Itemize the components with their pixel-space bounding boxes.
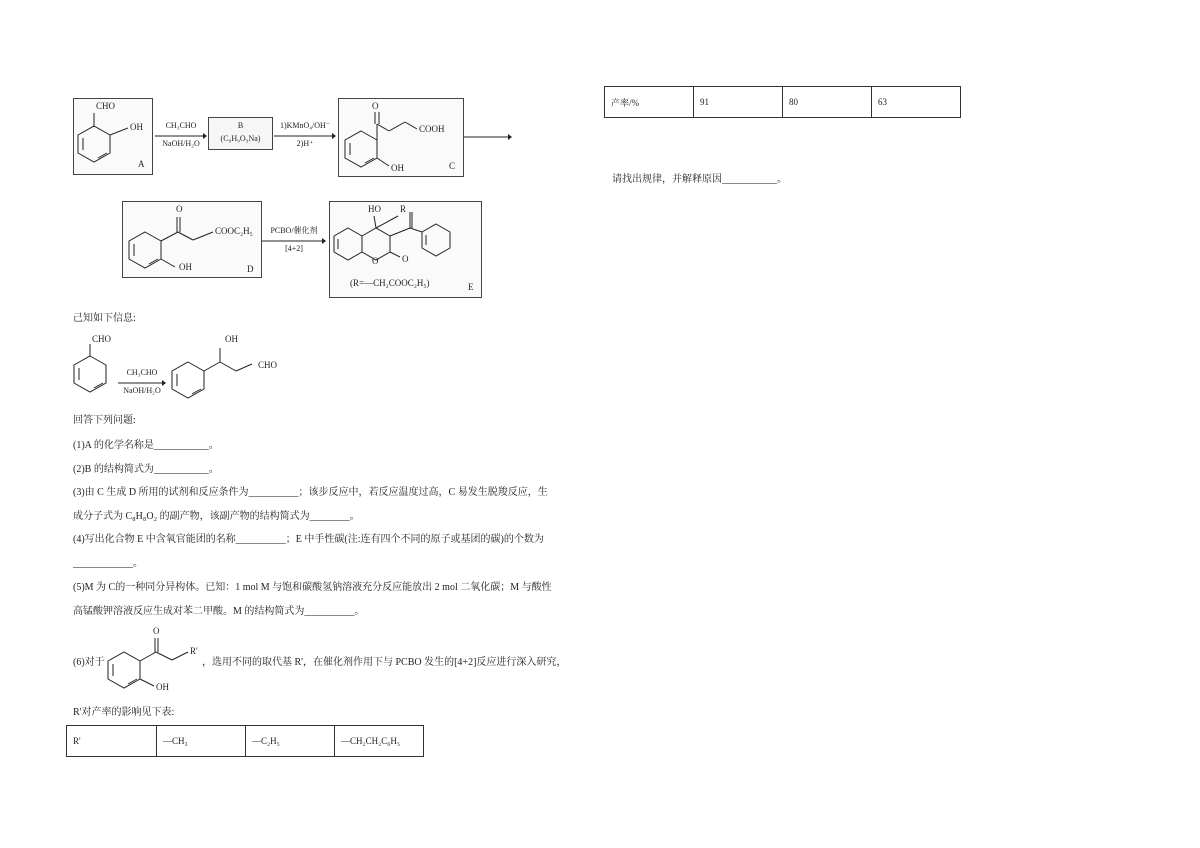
question-2: (2)B 的结构简式为___________。 <box>73 464 219 475</box>
compound-e-box <box>329 201 482 298</box>
question-5-line2: 高锰酸钾溶液反应生成对苯二甲酸。M 的结构简式为__________。 <box>73 606 365 617</box>
questions-intro: 回答下列问题: <box>73 415 136 426</box>
d-oh-label: OH <box>179 262 192 272</box>
step3-top: PCBO/催化剂 <box>270 226 318 235</box>
question-5-line1: (5)M 为 C的一种同分异构体。已知：1 mol M 与饱和碳酸氢钠溶液充分反应能放出 2 mol 二氧化碳；M 与酸性 <box>73 582 552 593</box>
question-6-structure <box>106 626 202 694</box>
compound-b-box <box>208 117 273 150</box>
table-cell: —CH₂CH₂C₆H₅ <box>335 726 424 757</box>
question-4-line1: (4)写出化合物 E 中含氧官能团的名称__________；E 中手性碳(注:连有四个不同的原子或基团的碳)的个数为 <box>73 534 544 545</box>
table-cell: 80 <box>783 87 872 118</box>
table-intro: R'对产率的影响见下表: <box>73 707 175 718</box>
step3-bottom: [4+2] <box>285 244 303 253</box>
table-cell: R' <box>67 726 157 757</box>
table-row <box>67 726 424 757</box>
e-o-label: O <box>402 254 409 264</box>
table-cell: 63 <box>872 87 961 118</box>
step1-bottom: NaOH/H₂O <box>162 139 200 148</box>
final-question: 请找出规律，并解释原因___________。 <box>612 174 787 185</box>
d-ester-label: COOC₂H₅ <box>215 226 253 236</box>
table-cell: —C₂H₅ <box>246 726 335 757</box>
e-ring-o-label: O <box>372 256 379 266</box>
known-oh-label: OH <box>225 334 238 344</box>
question-4-line2: ____________。 <box>73 558 143 569</box>
continue-arrow <box>464 134 512 140</box>
compound-c-label: C <box>449 161 456 171</box>
known-cond-bottom: NaOH/H₂O <box>123 386 161 395</box>
question-3-line1: (3)由 C 生成 D 所用的试剂和反应条件为__________；该步反应中，若反应温度过高，C 易发生脱羧反应，生 <box>73 487 548 498</box>
compound-d-box <box>122 201 262 278</box>
known-cho-label: CHO <box>92 334 112 344</box>
known-product-cho-label: CHO <box>258 360 278 370</box>
table-row <box>605 87 961 118</box>
benzaldehyde-structure <box>72 344 116 404</box>
a-cho-label: CHO <box>96 101 116 111</box>
d-o-label: O <box>176 204 183 214</box>
question-1: (1)A 的化学名称是___________。 <box>73 440 219 451</box>
step1-top: CH₃CHO <box>165 121 197 130</box>
step2-top: 1)KMnO₄/OH⁻ <box>279 121 331 130</box>
compound-c-box <box>338 98 464 177</box>
known-heading: 己知如下信息: <box>73 313 136 324</box>
compound-d-label: D <box>247 264 254 274</box>
q6-oh-label: OH <box>156 682 169 692</box>
compound-a-label: A <box>138 159 145 169</box>
e-r-definition: (R=—CH₂COOC₂H₅) <box>350 278 430 288</box>
step2-bottom: 2)H⁺ <box>296 139 314 148</box>
known-product-structure <box>170 344 270 404</box>
a-oh-label: OH <box>130 122 143 132</box>
compound-a-box <box>73 98 153 175</box>
question-6-suffix: ，选用不同的取代基 R'，在催化剂作用下与 PCBO 发生的[4+2]反应进行深入研究， <box>202 657 567 668</box>
known-cond-top: CH₃CHO <box>126 368 158 377</box>
question-6-prefix: (6)对于 <box>73 657 105 668</box>
compound-d-structure <box>123 202 261 277</box>
q6-r-label: R' <box>190 646 198 656</box>
compound-b-label: B <box>237 121 244 130</box>
question-3-line2: 成分子式为 C₈H₈O₂ 的副产物，该副产物的结构简式为________。 <box>73 511 360 522</box>
e-r-label: R <box>400 204 407 214</box>
c-o-label: O <box>372 101 379 111</box>
compound-e-label: E <box>468 282 474 292</box>
table-cell: 91 <box>694 87 783 118</box>
substituent-table <box>66 725 424 757</box>
e-ho-label: HO <box>368 204 381 214</box>
compound-b-formula: (C₉H₉O₃Na) <box>220 134 261 143</box>
yield-table <box>604 86 961 118</box>
q6-o-label: O <box>153 626 160 636</box>
c-cooh-label: COOH <box>419 124 445 134</box>
c-oh-label: OH <box>391 163 404 173</box>
table-cell: —CH₃ <box>157 726 246 757</box>
table-cell: 产率/% <box>605 87 694 118</box>
